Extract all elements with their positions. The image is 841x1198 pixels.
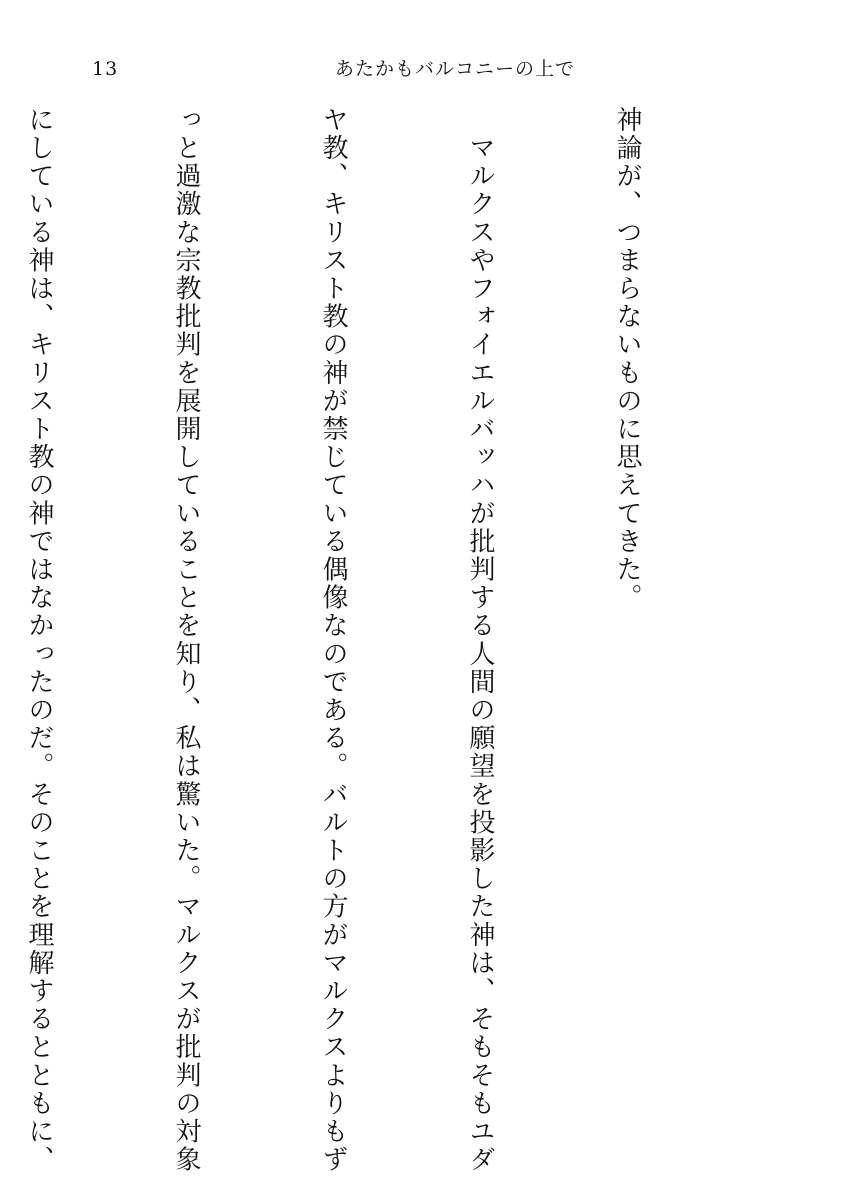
running-head: あたかもバルコニーの上で bbox=[335, 58, 576, 80]
body-text bbox=[0, 106, 749, 1174]
text-line: っと過激な宗教批判を展開していることを知り、私は驚いた。マルクスが批判の対象 bbox=[171, 106, 201, 1174]
text-line: にしている神は、キリスト教の神ではなかったのだ。そのことを理解するとともに、 bbox=[24, 106, 54, 1174]
text-line: マルクスやフォイエルバッハが批判する人間の願望を投影した神は、そもそもユダ bbox=[465, 106, 495, 1174]
text-line: 神論が、つまらないものに思えてきた。 bbox=[612, 106, 642, 612]
page-number: 13 bbox=[92, 58, 119, 80]
text-line: ヤ教、キリスト教の神が禁じている偶像なのである。バルトの方がマルクスよりもず bbox=[318, 106, 348, 1174]
